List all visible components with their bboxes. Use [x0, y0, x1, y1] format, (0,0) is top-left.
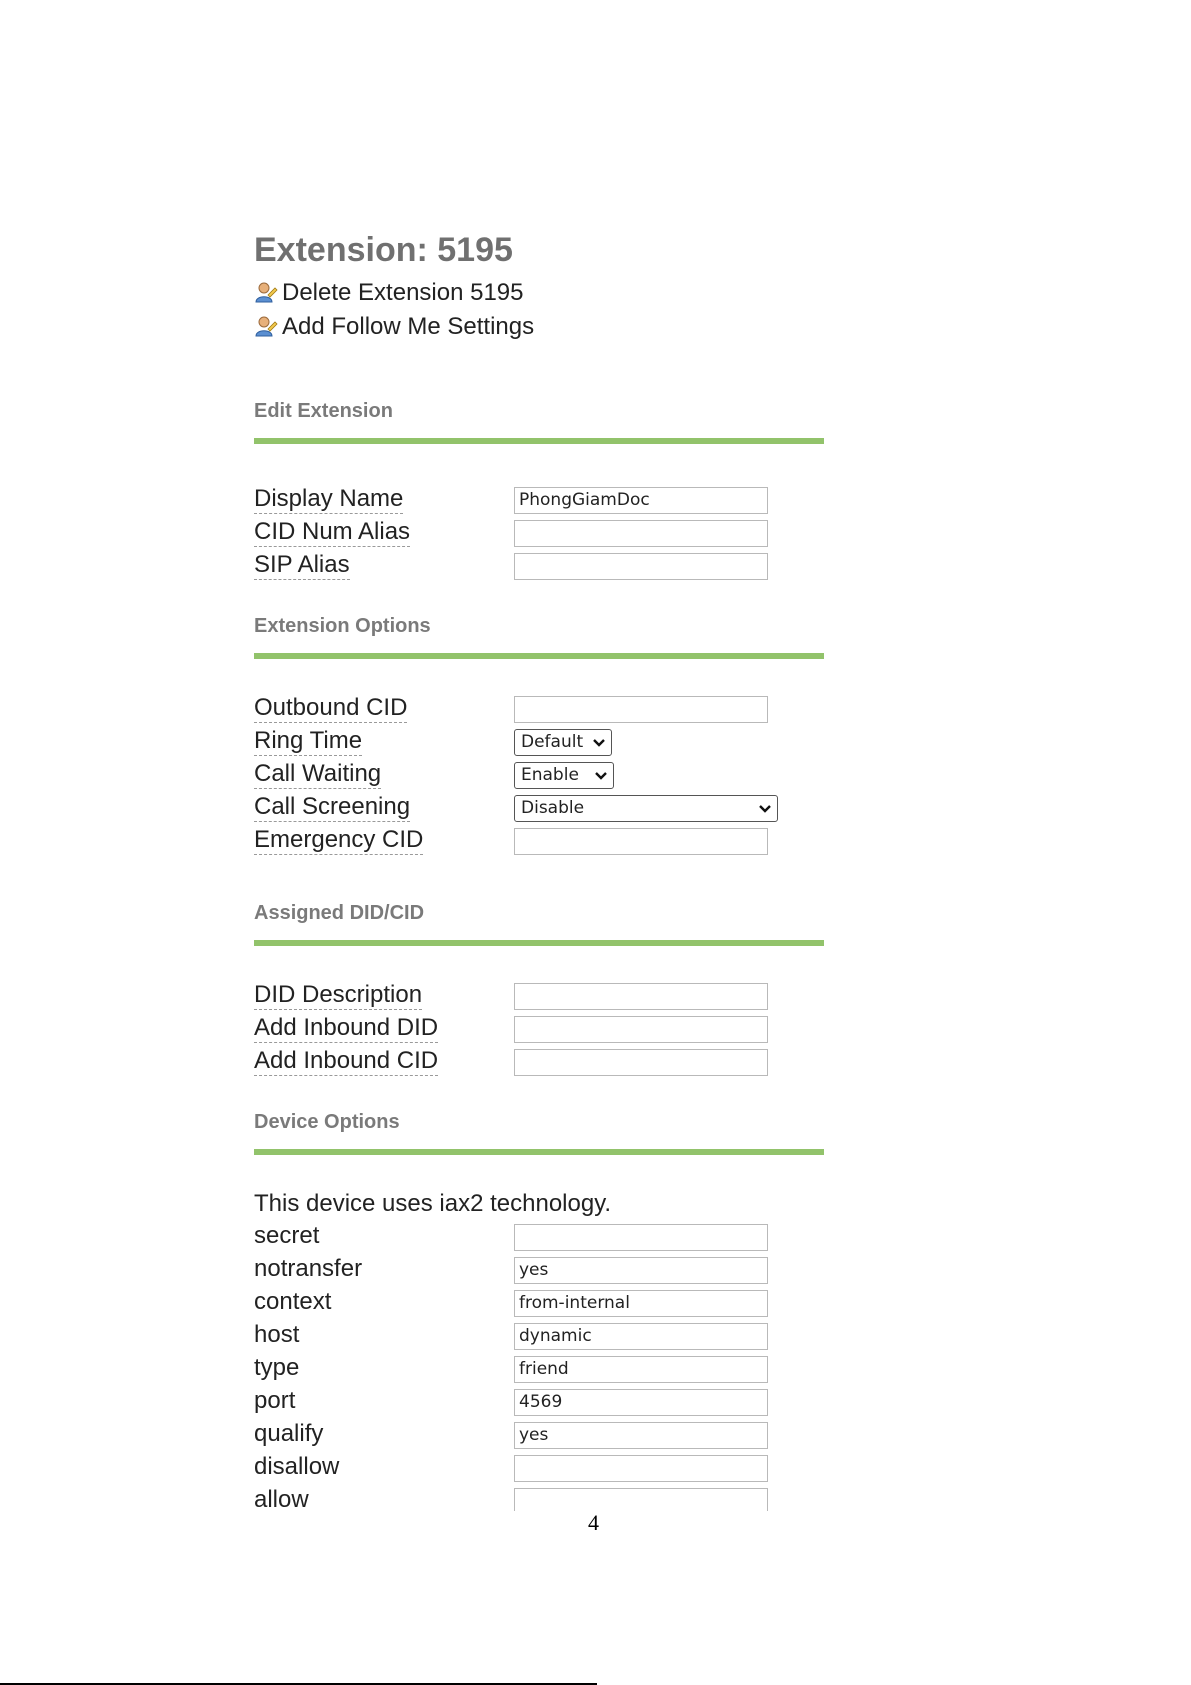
field-label: Add Inbound CID: [254, 1047, 439, 1074]
delete-extension-link[interactable]: [254, 279, 524, 307]
form-row-add-inbound-did: [254, 1014, 824, 1047]
user-edit-icon: [254, 315, 278, 339]
form-row-port: [254, 1387, 824, 1420]
form-row-type: [254, 1354, 824, 1387]
form-row-outbound-cid: [254, 694, 824, 727]
select-value: Enable: [521, 765, 579, 785]
field-label: Add Inbound DID: [254, 1014, 439, 1041]
section-edit-extension: [254, 400, 824, 444]
add-inbound-did-input[interactable]: [514, 1016, 768, 1043]
form-row-display-name: [254, 485, 824, 518]
field-label: notransfer: [254, 1255, 363, 1282]
user-edit-icon: [254, 281, 278, 305]
chevron-down-icon: [591, 735, 607, 751]
qualify-input[interactable]: yes: [514, 1422, 768, 1449]
outbound-cid-input[interactable]: [514, 696, 768, 723]
page-number: 4: [588, 1510, 599, 1535]
field-label: Call Screening: [254, 793, 411, 820]
form-row-emergency-cid: [254, 826, 824, 859]
form-row-notransfer: [254, 1255, 824, 1288]
form-row-cid-num-alias: [254, 518, 824, 551]
section-extension-options: [254, 615, 824, 659]
field-label: Call Waiting: [254, 760, 382, 787]
delete-extension-label: Delete Extension 5195: [282, 279, 524, 306]
field-label: Outbound CID: [254, 694, 408, 721]
form-row-disallow: [254, 1453, 824, 1486]
field-label: Ring Time: [254, 727, 363, 754]
field-label: allow: [254, 1486, 309, 1511]
field-label: context: [254, 1288, 332, 1315]
chevron-down-icon: [757, 801, 773, 817]
form-row-ring-time: [254, 727, 824, 760]
display-name-input[interactable]: PhongGiamDoc: [514, 487, 768, 514]
field-label: disallow: [254, 1453, 340, 1480]
section-heading: Edit Extension: [254, 400, 393, 422]
page-title: Extension: 5195: [254, 231, 513, 269]
form-row-host: [254, 1321, 824, 1354]
allow-input[interactable]: [514, 1488, 768, 1511]
form-row-did-description: [254, 981, 824, 1014]
field-label: Emergency CID: [254, 826, 424, 853]
disallow-input[interactable]: [514, 1455, 768, 1482]
add-follow-me-link[interactable]: [254, 313, 534, 341]
sip-alias-input[interactable]: [514, 553, 768, 580]
section-assigned-did-cid: [254, 902, 824, 946]
cid-num-alias-input[interactable]: [514, 520, 768, 547]
form-row-context: [254, 1288, 824, 1321]
select-value: Disable: [521, 798, 585, 818]
ring-time-select[interactable]: [514, 729, 612, 756]
emergency-cid-input[interactable]: [514, 828, 768, 855]
add-inbound-cid-input[interactable]: [514, 1049, 768, 1076]
form-row-call-screening: [254, 793, 824, 826]
select-value: Default: [521, 732, 584, 752]
call-screening-select[interactable]: [514, 795, 778, 822]
field-label: host: [254, 1321, 300, 1348]
chevron-down-icon: [593, 768, 609, 784]
field-label: qualify: [254, 1420, 324, 1447]
field-label: SIP Alias: [254, 551, 350, 578]
add-follow-me-label: Add Follow Me Settings: [282, 313, 535, 340]
section-heading: Device Options: [254, 1111, 400, 1133]
context-input[interactable]: from-internal: [514, 1290, 768, 1317]
did-description-input[interactable]: [514, 983, 768, 1010]
field-label: secret: [254, 1222, 320, 1249]
form-row-add-inbound-cid: [254, 1047, 824, 1080]
host-input[interactable]: dynamic: [514, 1323, 768, 1350]
form-row-qualify: [254, 1420, 824, 1453]
field-label: DID Description: [254, 981, 423, 1008]
port-input[interactable]: 4569: [514, 1389, 768, 1416]
device-technology-note: This device uses iax2 technology.: [254, 1190, 612, 1217]
screenshot-frame: [254, 225, 824, 1511]
section-heading: Extension Options: [254, 615, 431, 637]
section-device-options: [254, 1111, 824, 1155]
field-label: port: [254, 1387, 296, 1414]
form-row-sip-alias: [254, 551, 824, 584]
form-row-call-waiting: [254, 760, 824, 793]
field-label: CID Num Alias: [254, 518, 411, 545]
field-label: type: [254, 1354, 300, 1381]
form-row-secret: [254, 1222, 824, 1255]
call-waiting-select[interactable]: [514, 762, 614, 789]
secret-input[interactable]: [514, 1224, 768, 1251]
form-row-allow: [254, 1486, 824, 1511]
notransfer-input[interactable]: yes: [514, 1257, 768, 1284]
field-label: Display Name: [254, 485, 404, 512]
section-heading: Assigned DID/CID: [254, 902, 425, 924]
type-input[interactable]: friend: [514, 1356, 768, 1383]
